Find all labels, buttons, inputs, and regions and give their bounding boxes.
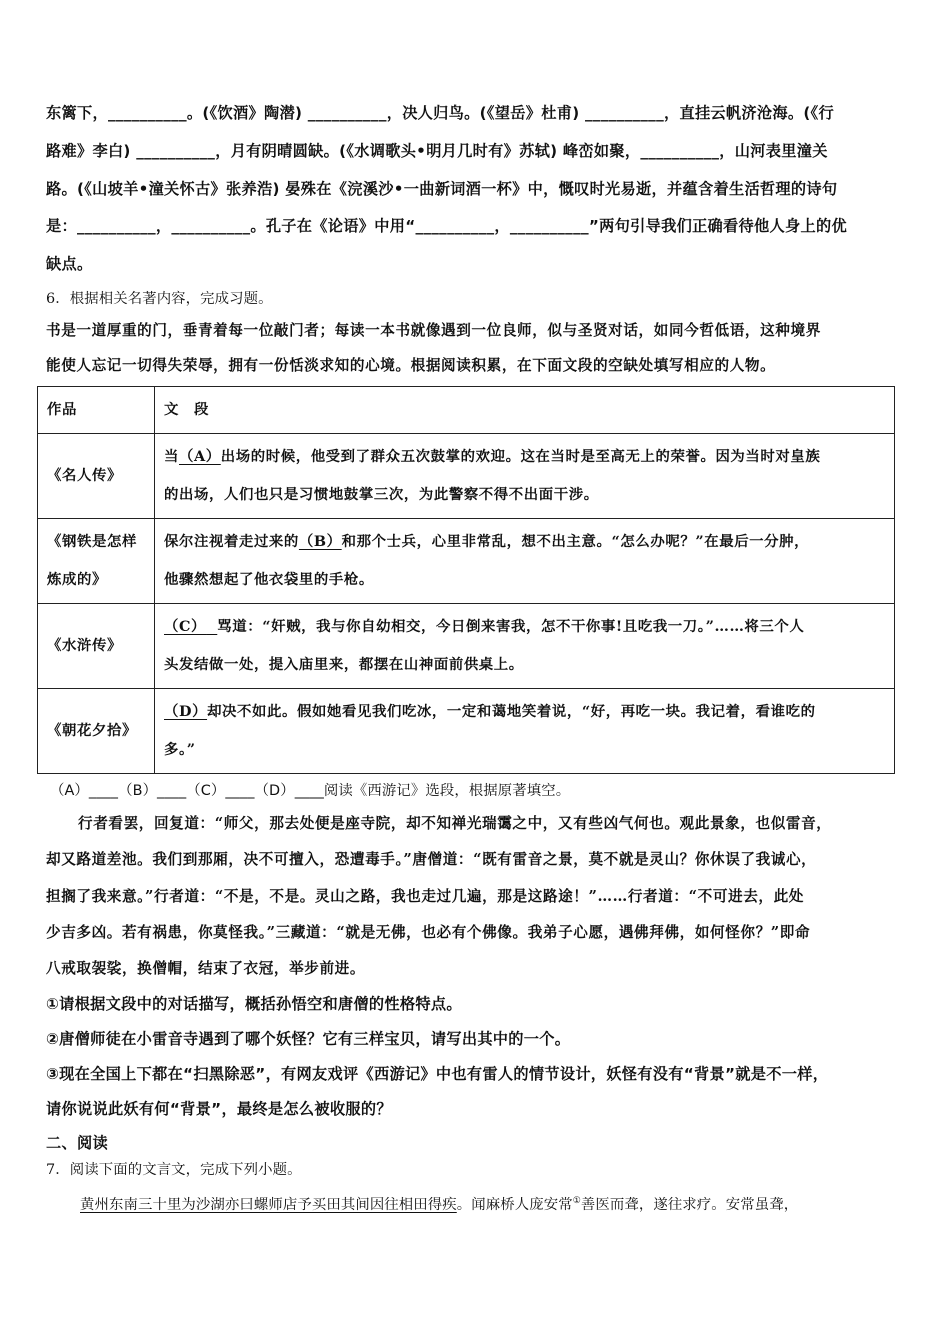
work-title: 《朝花夕拾》 xyxy=(38,689,155,774)
passage-text: 和那个士兵，心里非常乱，想不出主意。“怎么办呢？”在最后一分肿， xyxy=(341,533,810,550)
passage-cell xyxy=(155,434,895,519)
passage-text: 头发结做一处，提入庙里来，都摆在山神面前供桌上。 xyxy=(164,656,524,673)
question-6-intro-line-2: 能使人忘记一切得失荣辱，拥有一份恬淡求知的心境。根据阅读积累，在下面文段的空缺处填写相应的人物。 xyxy=(46,357,776,374)
xiyouji-passage-line-5: 八戒取袈裟，换僧帽，结束了衣冠，举步前进。 xyxy=(46,960,366,977)
poem-fill-line-5: 缺点。 xyxy=(46,255,93,273)
table-row xyxy=(38,689,895,774)
classical-text: 。闻麻桥人庞安常 xyxy=(456,1197,573,1213)
poem-fill-line-2: 路难》李白) __________，月有阴晴圆缺。(《水调歌头•明月几时有》苏轼) 峰峦如聚，__________，山河表里潼关 xyxy=(46,142,828,160)
blank-label-b: （B） xyxy=(298,533,342,550)
work-title-line-2: 炼成的》 xyxy=(47,571,107,588)
question-6-heading: 6．根据相关名著内容，完成习题。 xyxy=(46,291,273,307)
work-title xyxy=(38,519,155,604)
blank-label-d: （D） xyxy=(164,703,208,720)
blank-label-a: （A） xyxy=(179,448,221,465)
table-row xyxy=(38,519,895,604)
works-table xyxy=(37,386,895,774)
passage-text: 多。” xyxy=(164,741,196,758)
xiyouji-passage-line-4: 少吉多凶。若有祸患，你莫怪我。”三藏道：“就是无佛，也必有个佛像。我弟子心愿，遇佛拜佛，如何怪你？”即命 xyxy=(46,924,811,941)
passage-text: 骂道：“奸贼，我与你自幼相交，今日倒来害我，怎不干你事!且吃我一刀。”……将三个人 xyxy=(217,618,805,635)
sub-question-1: ①请根据文段中的对话描写，概括孙悟空和唐僧的性格特点。 xyxy=(46,995,462,1013)
passage-text: 当 xyxy=(164,448,179,465)
question-6-intro-line-1: 书是一道厚重的门，垂青着每一位敲门者；每读一本书就像遇到一位良师，似与圣贤对话，如同今哲低语，这种境界 xyxy=(46,322,821,339)
xiyouji-passage-line-1: 行者看罢，回复道：“师父，那去处便是座寺院，却不知禅光瑞霭之中，又有些凶气何也。观此景象，也似雷音， xyxy=(78,815,832,832)
work-title-line-1: 《钢铁是怎样 xyxy=(47,533,137,550)
table-row xyxy=(38,604,895,689)
sub-question-2: ②唐僧师徒在小雷音寺遇到了哪个妖怪？它有三样宝贝，请写出其中的一个。 xyxy=(46,1030,571,1048)
poem-fill-line-3: 路。(《山坡羊•潼关怀古》张养浩) 晏殊在《浣溪沙•一曲新词酒一杯》中，慨叹时光易逝，并蕴含着生活哲理的诗句 xyxy=(46,180,838,198)
table-row xyxy=(38,434,895,519)
work-title: 《水浒传》 xyxy=(38,604,155,689)
poem-fill-line-4: 是：__________，__________。孔子在《论语》中用“__________，__________”两句引导我们正确看待他人身上的优 xyxy=(46,217,847,235)
passage-text: 保尔注视着走过来的 xyxy=(164,533,299,550)
classical-underlined-sentence: 黄州东南三十里为沙湖亦曰螺师店予买田其间因往相田得疾 xyxy=(80,1197,457,1213)
sub-question-3-line-1: ③现在全国上下都在“扫黑除恶”，有网友戏评《西游记》中也有雷人的情节设计，妖怪有没有“背景”就是不一样， xyxy=(46,1065,829,1083)
col-header-passage: 文 段 xyxy=(155,387,895,434)
footnote-marker: ① xyxy=(572,1196,581,1207)
answer-blanks-line: （A）____（B）____（C）____（D）____阅读《西游记》选段，根据原著填空。 xyxy=(50,783,571,799)
passage-text: 他骤然想起了他衣袋里的手枪。 xyxy=(164,571,374,588)
xiyouji-passage-line-2: 却又路道差池。我们到那厢，决不可擅入，恐遭毒手。”唐僧道：“既有雷音之景，莫不就是灵山？你休误了我诚心， xyxy=(46,851,817,868)
passage-cell xyxy=(155,604,895,689)
xiyouji-passage-line-3: 担搁了我来意。”行者道：“不是，不是。灵山之路，我也走过几遍，那是这路途！”……行者道：“不可进去，此处 xyxy=(46,888,804,905)
passage-text: 却决不如此。假如她看见我们吃冰，一定和蔼地笑着说，“好，再吃一块。我记着，看谁吃的 xyxy=(207,703,816,720)
col-header-work: 作品 xyxy=(38,387,155,434)
poem-fill-line-1: 东篱下，__________。(《饮酒》陶潜) __________，决人归鸟。(《望岳》杜甫) __________，直挂云帆济沧海。(《行 xyxy=(46,104,834,122)
passage-cell xyxy=(155,689,895,774)
classical-text: 善医而聋，遂往求疗。安常虽聋， xyxy=(580,1197,799,1213)
passage-cell xyxy=(155,519,895,604)
table-header-row xyxy=(38,387,895,434)
passage-text: 出场的时候，他受到了群众五次鼓掌的欢迎。这在当时是至高无上的荣誉。因为当时对皇族 xyxy=(220,448,821,465)
sub-question-3-line-2: 请你说说此妖有何“背景”，最终是怎么被收服的？ xyxy=(46,1100,392,1118)
section-2-title: 二、阅读 xyxy=(46,1134,108,1152)
question-7-heading: 7．阅读下面的文言文，完成下列小题。 xyxy=(46,1162,302,1178)
work-title: 《名人传》 xyxy=(38,434,155,519)
blank-label-c: （C） xyxy=(164,618,207,635)
classical-text-line-1 xyxy=(80,1193,798,1214)
passage-text: 的出场，人们也只是习惯地鼓掌三次，为此警察不得不出面干涉。 xyxy=(164,486,599,503)
